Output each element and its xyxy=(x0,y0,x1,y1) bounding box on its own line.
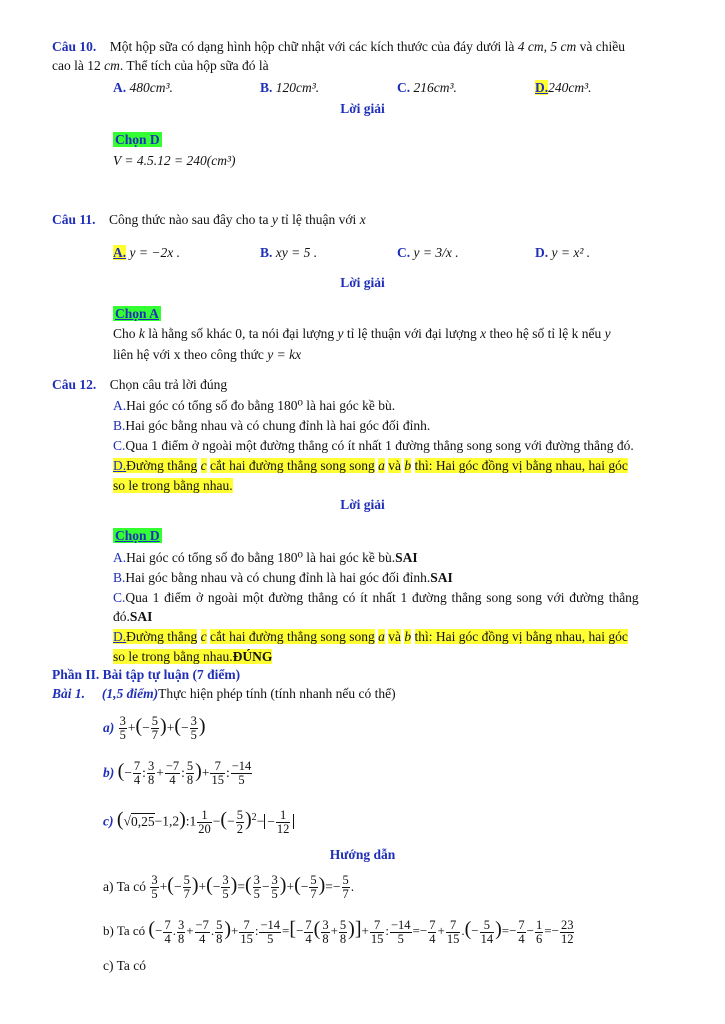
option-value: y = 3/x . xyxy=(413,245,459,260)
text: là hằng số khác xyxy=(148,326,232,341)
verdict: ĐÚNG xyxy=(232,649,273,664)
q11-var-x: x xyxy=(359,212,366,227)
bai1-header xyxy=(52,685,396,703)
answer-label: b) Ta có xyxy=(103,923,146,938)
option-value: 120cm³. xyxy=(275,80,320,95)
q12-sol-c: C.Qua 1 điểm ở ngoài một đường thẳng có ít nhất 1 đường thẳng song song với đường thẳng xyxy=(113,590,639,605)
q10-choice xyxy=(113,131,162,149)
text: cắt hai đường thẳng song song xyxy=(209,629,375,644)
q11-var-y: y xyxy=(271,212,278,227)
var-b: b xyxy=(404,629,412,644)
text: là hai góc kề bù. xyxy=(306,550,396,565)
bai1-label: Bài 1. xyxy=(52,686,86,701)
expr-label: a) xyxy=(103,720,115,735)
var-a: a xyxy=(378,629,385,644)
formula: y = kx xyxy=(267,347,302,362)
option-value: y = x² . xyxy=(551,245,591,260)
option-value: 216cm³. xyxy=(413,80,457,95)
q11-text2: tỉ lệ thuận với xyxy=(281,212,357,227)
option-label: A. xyxy=(113,245,127,260)
guide-title: Hướng dẫn xyxy=(329,847,396,862)
q12-option-b: B.Hai góc bằng nhau và có chung đỉnh là hai góc đối đỉnh. xyxy=(113,418,431,433)
var-x: x xyxy=(480,326,487,341)
text: và xyxy=(388,458,402,473)
q10-option-d xyxy=(535,79,592,97)
text: thì: Hai góc đồng vị bằng nhau, hai góc xyxy=(414,458,628,473)
q10-unit: cm xyxy=(104,58,120,73)
text: Qua 1 điểm ở ngoài một đường thẳng có ít nhất 1 đường thẳng song song với đường thẳng xyxy=(125,590,639,605)
text: Hai góc có tổng số đo bằng xyxy=(126,398,274,413)
q12-sol-a: A.Hai góc có tổng số đo bằng 180⁰ là hai góc kề bù.SAI xyxy=(113,550,418,565)
expr-c: c) (√0,25−1,2):1 $\frac{1}{20}$ −(− $\frac{5}{2}$ )$^2$− − $\frac{1}{12}$ xyxy=(103,803,294,837)
q11-line1 xyxy=(52,211,366,229)
option-value: y = −2x . xyxy=(129,245,180,260)
option-label: C. xyxy=(397,80,411,95)
q12-sol-d-line1: D.Đường thẳng c cắt hai đường thẳng song song a và b thì: Hai góc đồng vị bằng nhau, hai góc xyxy=(113,629,628,644)
q10-option-a xyxy=(113,79,173,97)
q12-option-d-line2 xyxy=(113,477,233,495)
bai1-points: (1,5 điểm) xyxy=(101,686,159,701)
choice-badge: Chọn A xyxy=(115,306,159,321)
var-y: y xyxy=(337,326,344,341)
text: liên hệ với x theo công thức xyxy=(113,347,264,362)
choice-badge: Chọn D xyxy=(115,528,160,543)
q11-solution-line2 xyxy=(113,346,301,364)
text: theo hệ số tỉ lệ k nếu xyxy=(489,326,602,341)
q10-formula: V = 4.5.12 = 240(cm³) xyxy=(113,153,236,168)
q10-number: Câu 10. xyxy=(52,39,97,54)
q12-option-c: C.Qua 1 điểm ở ngoài một đường thẳng có ít nhất 1 đường thẳng song song với đường thẳng đó. xyxy=(113,438,634,453)
q11-choice xyxy=(113,305,161,323)
text: so le trong bằng nhau. xyxy=(113,478,233,493)
q10-dimensions: 4 cm, 5 cm xyxy=(517,39,577,54)
q12-option-a: A.Hai góc có tổng số đo bằng 180⁰ là hai góc kề bù. xyxy=(113,398,396,413)
text: cắt hai đường thẳng song song xyxy=(209,458,375,473)
text: Hai góc bằng nhau và có chung đỉnh là hai góc đối đỉnh. xyxy=(125,570,431,585)
text: Đường thẳng xyxy=(126,629,198,644)
q11-option-b xyxy=(260,244,317,262)
q12-number: Câu 12. xyxy=(52,377,97,392)
var-c: c xyxy=(200,629,207,644)
choice-badge: Chọn D xyxy=(115,132,160,147)
q12-sol-d-line2 xyxy=(113,648,272,666)
text: Hai góc bằng nhau và có chung đỉnh là hai góc đối đỉnh. xyxy=(125,418,431,433)
q11-text1: Công thức nào sau đây cho ta xyxy=(109,212,269,227)
text: tỉ lệ thuận với đại lượng xyxy=(346,326,477,341)
q11-number: Câu 11. xyxy=(52,212,96,227)
text: đó. xyxy=(113,609,130,624)
option-label: D. xyxy=(535,80,549,95)
degree: 180⁰ xyxy=(277,550,303,565)
option-value: xy = 5 . xyxy=(275,245,318,260)
q11-option-c xyxy=(397,244,459,262)
var-b: b xyxy=(404,458,412,473)
q11-option-d xyxy=(535,244,590,262)
q10-option-b xyxy=(260,79,319,97)
q12-sol-b: B.Hai góc bằng nhau và có chung đỉnh là hai góc đối đỉnh.SAI xyxy=(113,570,453,585)
q10-solution-title: Lời giải xyxy=(340,101,385,116)
q11-solution-title: Lời giải xyxy=(340,275,385,290)
q10-text2: và chiều xyxy=(579,39,625,54)
var-y: y xyxy=(604,326,611,341)
q10-option-c xyxy=(397,79,457,97)
option-label: A. xyxy=(113,80,127,95)
q10-text1: Một hộp sữa có dạng hình hộp chữ nhật với các kích thước của đáy dưới là xyxy=(109,39,515,54)
answer-c: c) Ta có xyxy=(103,958,147,973)
text: so le trong bằng nhau. xyxy=(113,649,233,664)
q12-solution-title: Lời giải xyxy=(340,497,385,512)
text: và xyxy=(388,629,402,644)
q10-text4: . Thể tích của hộp sữa đó là xyxy=(119,58,269,73)
option-label: B. xyxy=(260,80,273,95)
bai1-task: Thực hiện phép tính (tính nhanh nếu có thể) xyxy=(158,686,396,701)
part2-title: Phần II. Bài tập tự luận (7 điểm) xyxy=(52,667,241,682)
degree: 180⁰ xyxy=(277,398,303,413)
verdict: SAI xyxy=(430,570,453,585)
q10-line2 xyxy=(52,57,269,75)
q10-line1 xyxy=(52,38,625,56)
expr-a: a) $\frac{3}{5}$ +(− $\frac{5}{7}$ )+(− $\frac{3}{5}$ ) xyxy=(103,714,206,743)
text: Qua 1 điểm ở ngoài một đường thẳng có ít nhất 1 đường thẳng song song với đường thẳng đó. xyxy=(125,438,634,453)
q12-sol-c2 xyxy=(113,608,152,626)
option-value: 480cm³. xyxy=(129,80,173,95)
zero: 0 xyxy=(235,326,242,341)
text: , ta nói đại lượng xyxy=(242,326,335,341)
text: là hai góc kề bù. xyxy=(306,398,396,413)
text: thì: Hai góc đồng vị bằng nhau, hai góc xyxy=(414,629,628,644)
var-c: c xyxy=(200,458,207,473)
text: Đường thẳng xyxy=(126,458,198,473)
answer-label: a) Ta có xyxy=(103,879,147,894)
text: Hai góc có tổng số đo bằng xyxy=(126,550,274,565)
answer-b: b) Ta có (− $\frac{7}{4}$ . $\frac{3}{8}$ + $\frac{-7}{4}$ . $\frac{5}{8}$ )+ $\frac{7}{15}$ : $\frac{-14}{5}$ =[− $\frac{7}{4}$ ( $\frac{3}{8}$ + $\frac{5}{8}$ )]+ $\frac{7}{15}$ : $\frac{-14}{5}$ =− $\frac{7}{4}$ + $\frac{7}{15}$ .(− $\frac{5}{14}$ )=− $\frac{7}{4}$ − $\frac{1}{6}$ =− $\frac{23}{12}$ xyxy=(103,917,574,946)
option-label: C. xyxy=(397,245,411,260)
text: Cho xyxy=(113,326,136,341)
q12-line1 xyxy=(52,376,227,394)
var-a: a xyxy=(378,458,385,473)
expr-label: c) xyxy=(103,813,114,829)
answer-a: a) Ta có $\frac{3}{5}$ +(− $\frac{5}{7}$ )+(− $\frac{3}{5}$ )=( $\frac{3}{5}$ − $\frac{3}{5}$ )+(− $\frac{5}{7}$ )=− $\frac{5}{7}$ . xyxy=(103,873,355,902)
q11-solution-line1 xyxy=(113,325,611,343)
option-value: 240cm³. xyxy=(548,80,592,95)
q12-choice xyxy=(113,527,162,545)
option-label: B. xyxy=(260,245,273,260)
q12-text: Chọn câu trả lời đúng xyxy=(109,377,228,392)
expr-label: b) xyxy=(103,765,115,780)
expr-b: b) (− $\frac{7}{4}$ : $\frac{3}{8}$ + $\frac{-7}{4}$ : $\frac{5}{8}$ )+ $\frac{7}{15}$ : $\frac{-14}{5}$ xyxy=(103,759,252,788)
verdict: SAI xyxy=(395,550,418,565)
q12-option-d-line1: D.Đường thẳng c cắt hai đường thẳng song song a và b thì: Hai góc đồng vị bằng nhau, hai góc xyxy=(113,458,628,473)
verdict: SAI xyxy=(129,609,153,624)
q11-option-a xyxy=(113,244,180,262)
option-label: D. xyxy=(535,245,549,260)
q10-text3: cao là 12 xyxy=(52,58,101,73)
var-k: k xyxy=(138,326,145,341)
